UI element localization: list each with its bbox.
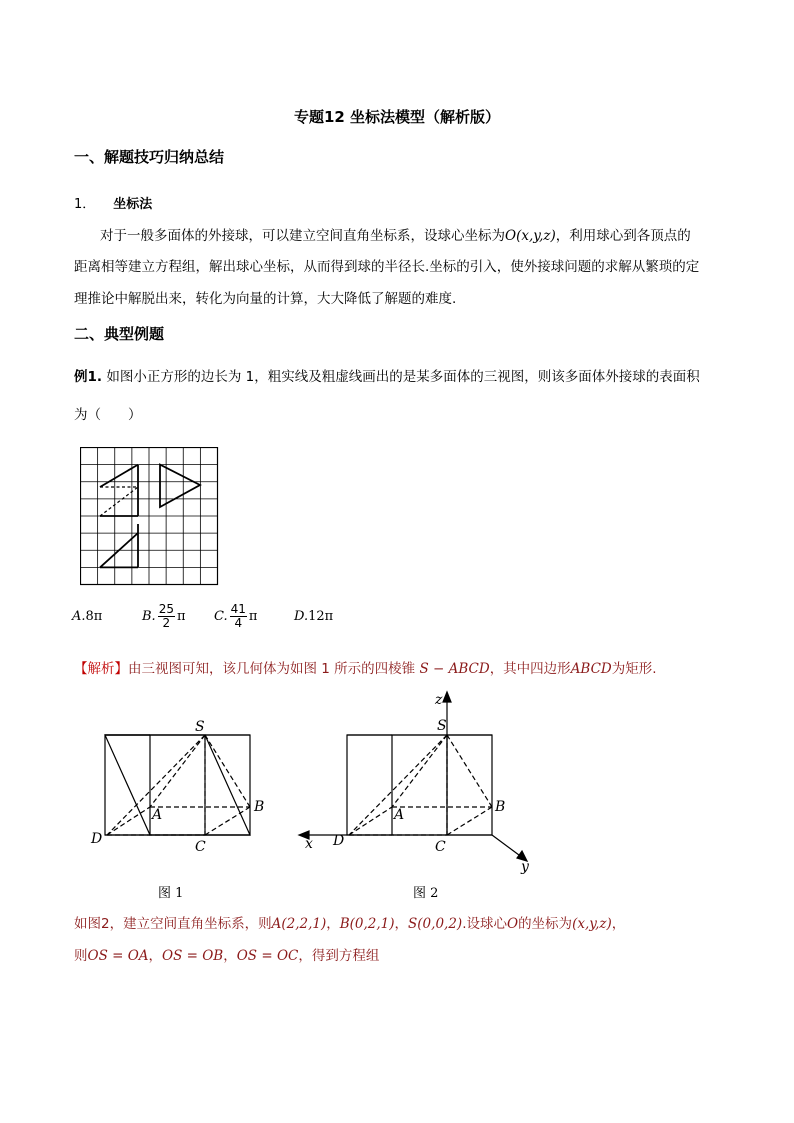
label-y: y — [521, 859, 529, 875]
subsection-title: 坐标法 — [113, 197, 153, 212]
label-a: A — [152, 807, 163, 823]
choice-c[interactable]: C. $\frac{41}{4}$ π — [214, 602, 258, 630]
choice-a[interactable]: A.8π — [72, 609, 103, 624]
label-d: D — [91, 831, 103, 847]
figure-1-pyramid-in-cube — [85, 715, 275, 860]
fraction: $\frac{41}{4}$ — [230, 602, 246, 630]
front-view — [100, 465, 138, 516]
label-d: D — [333, 833, 345, 849]
label-c: C — [195, 839, 206, 855]
pyramid-edges — [107, 735, 250, 835]
intro-line-3: 理推论中解脱出来，转化为向量的计算，大大降低了解题的难度. — [74, 291, 457, 307]
solution-tag: 【解析】 — [74, 661, 128, 677]
label-b: B — [254, 799, 265, 815]
pyramid-edges — [349, 735, 492, 835]
page-title: 专题12 坐标法模型（解析版） — [293, 108, 501, 126]
example-text: 如图小正方形的边长为 1，粗实线及粗虚线画出的是某多面体的三视图，则该多面体外接球的表面积 — [106, 369, 700, 385]
example-1-question — [74, 362, 700, 392]
label-z: z — [435, 692, 443, 708]
intro-line-2: 距离相等建立方程组，解出球心坐标，从而得到球的半径长.坐标的引入，使外接球问题的求解从繁琐的定 — [74, 259, 700, 275]
subsection-heading — [74, 193, 152, 212]
figure-2-coordinate-system — [295, 690, 545, 875]
label-c: C — [435, 839, 446, 855]
three-view-grid-figure — [80, 447, 220, 587]
label-a: A — [394, 807, 405, 823]
choice-b[interactable]: B. $\frac{25}{2}$ π — [142, 602, 186, 630]
example-label: 例1. — [74, 369, 103, 385]
solution-line-3: 则OS = OA，OS = OB，OS = OC，得到方程组 — [74, 948, 380, 964]
label-x: x — [305, 836, 313, 852]
top-view — [100, 524, 138, 567]
fraction: $\frac{25}{2}$ — [158, 602, 174, 630]
choice-d[interactable]: D.12π — [294, 609, 334, 624]
figure-1-caption: 图 1 — [158, 886, 184, 901]
subsection-number: 1． — [74, 197, 96, 212]
section-heading-1: 一、解题技巧归纳总结 — [74, 148, 225, 166]
intro-text: 对于一般多面体的外接球，可以建立空间直角坐标系，设球心坐标为 — [100, 228, 505, 244]
solution-line-2: 如图2，建立空间直角坐标系，则A(2,2,1)，B(0,2,1)，S(0,0,2).设球心O的坐标为(x,y,z)， — [74, 916, 626, 932]
example-1-question-line-2: 为（ ） — [74, 407, 142, 423]
intro-text: ，利用球心到各顶点的 — [555, 228, 691, 244]
intro-line-1 — [100, 221, 691, 251]
section-heading-2: 二、典型例题 — [74, 325, 165, 343]
label-s: S — [195, 719, 205, 735]
label-s: S — [437, 718, 447, 734]
label-b: B — [495, 799, 506, 815]
solution-line-1: 【解析】由三视图可知，该几何体为如图 1 所示的四棱锥 S − ABCD，其中四边形ABCD为矩形. — [74, 661, 657, 677]
center-coordinate: O(x,y,z) — [505, 228, 556, 244]
figure-2-caption: 图 2 — [413, 886, 439, 901]
